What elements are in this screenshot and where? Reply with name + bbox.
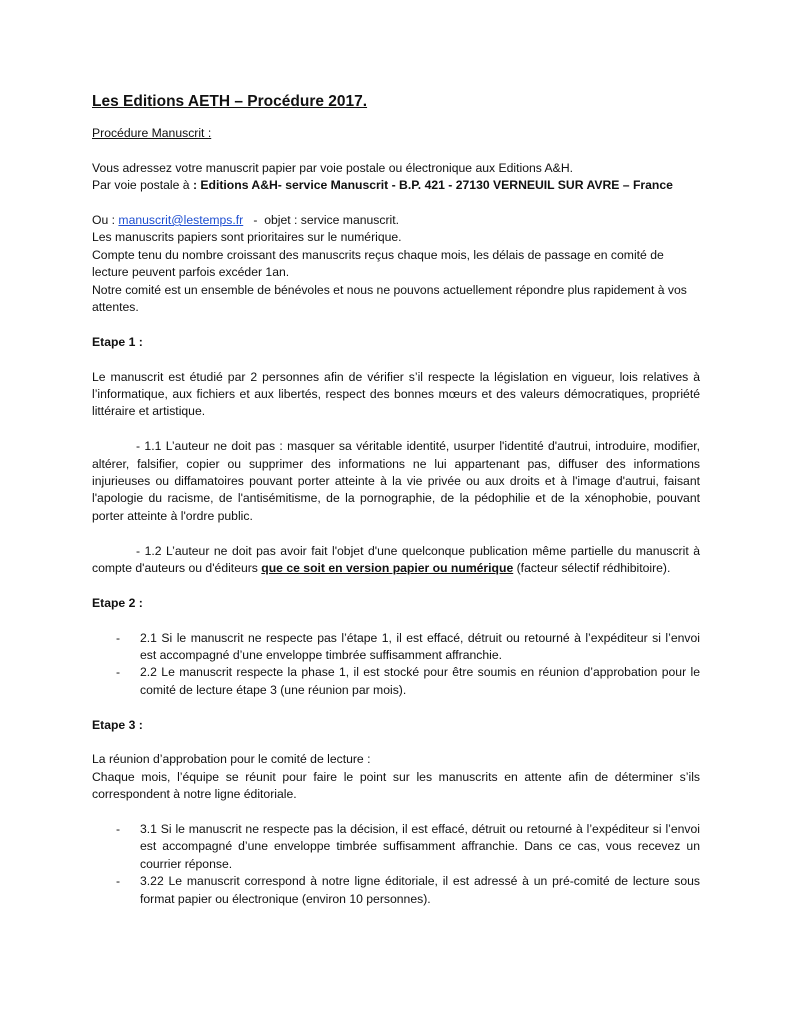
etape2-heading: Etape 2 :	[92, 595, 143, 610]
etape1-intro: Le manuscrit est étudié par 2 personnes afin de vérifier s’il respecte la législation en vigueur, lois relatives à l’informatique, aux fichiers et aux libertés, respect des bonnes mœurs et des valeurs démocratiques, propriété littéraire et artistique.	[92, 369, 700, 419]
postal-line	[92, 177, 700, 194]
postal-prefix: Par voie postale à	[92, 178, 193, 193]
committee-notice: Notre comité est un ensemble de bénévoles et nous ne pouvons actuellement répondre plus rapidement à vos attentes.	[92, 282, 687, 315]
rule-1-2-start: - 1.2 L’auteur ne doit pas avoir fait l'objet d'une quelconque publication même partielle du manuscrit à compte d'auteurs ou d'éditeurs	[92, 543, 700, 576]
etape1-heading: Etape 1 :	[92, 334, 143, 349]
email-prefix: Ou :	[92, 213, 119, 227]
email-suffix: - objet : service manuscrit.	[243, 213, 400, 227]
etape3-line1: La réunion d’approbation pour le comité de lecture :	[92, 752, 371, 767]
etape3-line2: Chaque mois, l’équipe se réunit pour faire le point sur les manuscrits en attente afin de déterminer s’ils correspondent à notre ligne éditoriale.	[92, 769, 700, 802]
list-item: - 3.1 Si le manuscrit ne respecte pas la décision, il est effacé, détruit ou retourné à l’expéditeur si l’envoi est accompagné d’une enveloppe timbrée suffisamment affranchie. Dans ce cas, vous recevez un courrier réponse.	[92, 821, 700, 873]
delay-notice: Compte tenu du nombre croissant des manuscrits reçus chaque mois, les délais de passage en comité de lecture peuvent parfois excéder 1an.	[92, 247, 664, 280]
etape3-heading: Etape 3 :	[92, 717, 143, 732]
rule-1-2-end: (facteur sélectif rédhibitoire).	[513, 561, 671, 576]
section-heading: Procédure Manuscrit :	[92, 126, 212, 140]
email-link[interactable]: manuscrit@lestemps.fr	[118, 213, 244, 227]
email-line	[92, 212, 700, 229]
rule-1-2-emphasis: que ce soit en version papier ou numérique	[261, 561, 514, 576]
etape3-list	[92, 821, 700, 908]
postal-address: : Editions A&H- service Manuscrit - B.P. 421 - 27130 VERNEUIL SUR AVRE – France	[192, 178, 673, 193]
list-item: - 2.1 Si le manuscrit ne respecte pas l’étape 1, il est effacé, détruit ou retourné à l’expéditeur si l’envoi est accompagné d’une enveloppe timbrée suffisamment affranchie.	[92, 630, 700, 665]
list-item: - 3.22 Le manuscrit correspond à notre ligne éditoriale, il est adressé à un pré-comité de lecture sous format papier ou électronique (environ 10 personnes).	[92, 873, 700, 908]
etape2-list	[92, 630, 700, 700]
intro-line: Vous adressez votre manuscrit papier par voie postale ou électronique aux Editions A&H.	[92, 160, 574, 175]
list-item: - 2.2 Le manuscrit respecte la phase 1, il est stocké pour être soumis en réunion d’approbation pour le comité de lecture étape 3 (une réunion par mois).	[92, 664, 700, 699]
rule-1-1: - 1.1 L’auteur ne doit pas : masquer sa véritable identité, usurper l'identité d'autrui, introduire, modifier, altérer, falsifier, copier ou supprimer des informations ne lui appartenant pas, diffuser des informations injurieuses ou diffamatoires pouvant porter atteinte à la vie privée ou aux droits et à l'image d'autrui, faisant l'apologie du racisme, de l'antisémitisme, de la pornographie, de la pédophilie et de la xénophobie, pouvant porter atteinte à l'ordre public.	[92, 439, 700, 523]
document-title: Les Editions AETH – Procédure 2017.	[92, 93, 368, 110]
document-page	[92, 92, 700, 908]
rule-1-2	[92, 543, 700, 578]
paper-priority: Les manuscrits papiers sont prioritaires sur le numérique.	[92, 230, 402, 245]
